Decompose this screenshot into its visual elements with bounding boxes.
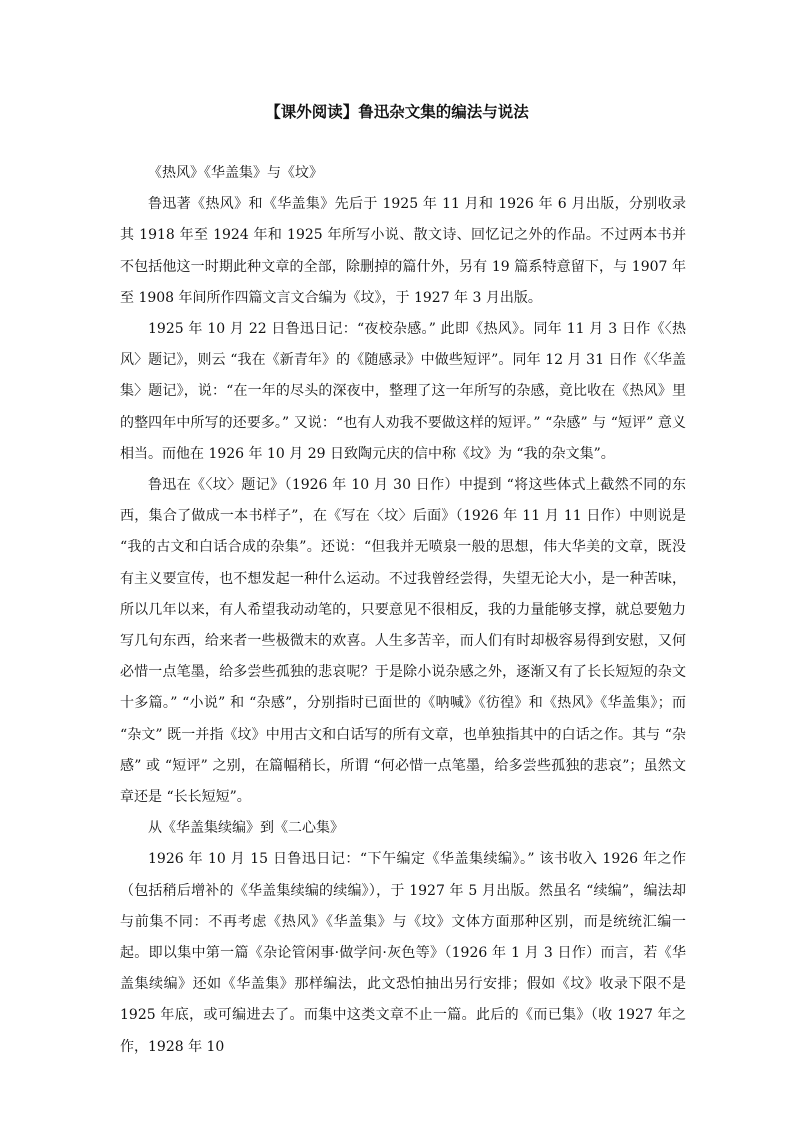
paragraph: 鲁迅在《〈坟〉题记》（1926 年 10 月 30 日作）中提到 “将这些体式上截然不同的东西，集合了做成一本书样子”，在《写在〈坟〉后面》（1926 年 11 月 11 日作）中则说是 “我的古文和白话合成的杂集”。还说：“但我并无喷泉一般的思想，伟大华美的文章，既没有主义要宣传，也不想发起一种什么运动。不过我曾经尝得，失望无论大小，是一种苦味，所以几年以来，有人希望我动动笔的，只要意见不很相反，我的力量能够支撑，就总要勉力写几句东西，给来者一些极微末的欢喜。人生多苦辛，而人们有时却极容易得到安慰，又何必惜一点笔墨，给多尝些孤独的悲哀呢？于是除小说杂感之外，逐渐又有了长长短短的杂文十多篇。” “小说” 和 “杂感”，分别指时已面世的《呐喊》《彷徨》和《热风》《华盖集》；而 “杂文” 既一并指《坟》中用古文和白话写的所有文章，也单独指其中的白话之作。其与 “杂感” 或 “短评” 之别，在篇幅稍长，所谓 “何必惜一点笔墨，给多尝些孤独的悲哀”；虽然文章还是 “长长短短”。 bbox=[120, 477, 686, 806]
section-heading-2: 从《华盖集续编》到《二心集》 bbox=[148, 820, 344, 837]
paragraph: 1925 年 10 月 22 日鲁迅日记：“夜校杂感。” 此即《热风》。同年 11 月 3 日作《〈热风〉题记》，则云 “我在《新青年》的《随感录》中做些短评”。同年 12 月 31 日作《〈华盖集〉题记》，说：“在一年的尽头的深夜中，整理了这一年所写的杂感，竟比收在《热风》里的整四年中所写的还要多。” 又说：“也有人劝我不要做这样的短评。” “杂感” 与 “短评” 意义相当。而他在 1926 年 10 月 29 日致陶元庆的信中称《坟》为 “我的杂文集”。 bbox=[120, 321, 686, 462]
section-heading-1: 《热风》《华盖集》与《坟》 bbox=[148, 165, 323, 181]
paragraph: 1926 年 10 月 15 日鲁迅日记：“下午编定《华盖集续编》。” 该书收入 1926 年之作（包括稍后增补的《华盖集续编的续编》），于 1927 年 5 月出版。然虽名 “续编”，编法却与前集不同：不再考虑《热风》《华盖集》与《坟》文体方面那种区别，而是统统汇编一起。即以集中第一篇《杂论管闲事·做学问·灰色等》（1926 年 1 月 3 日作）而言，若《华盖集续编》还如《华盖集》那样编法，此文恐怕抽出另行安排；假如《坟》收录下限不是 1925 年底，或可编进去了。而集中这类文章不止一篇。此后的《而已集》（收 1927 年之作，1928 年 10 bbox=[120, 851, 686, 1055]
article-body bbox=[120, 158, 686, 1063]
paragraph: 鲁迅著《热风》和《华盖集》先后于 1925 年 11 月和 1926 年 6 月出版，分别收录其 1918 年至 1924 年和 1925 年所写小说、散文诗、回忆记之外的作品。不过两本书并不包括他这一时期此种文章的全部，除删掉的篇什外，另有 19 篇系特意留下，与 1907 年至 1908 年间所作四篇文言文合编为《坟》，于 1927 年 3 月出版。 bbox=[120, 196, 686, 306]
document-title: 【课外阅读】鲁迅杂文集的编法与说法 bbox=[265, 103, 529, 121]
